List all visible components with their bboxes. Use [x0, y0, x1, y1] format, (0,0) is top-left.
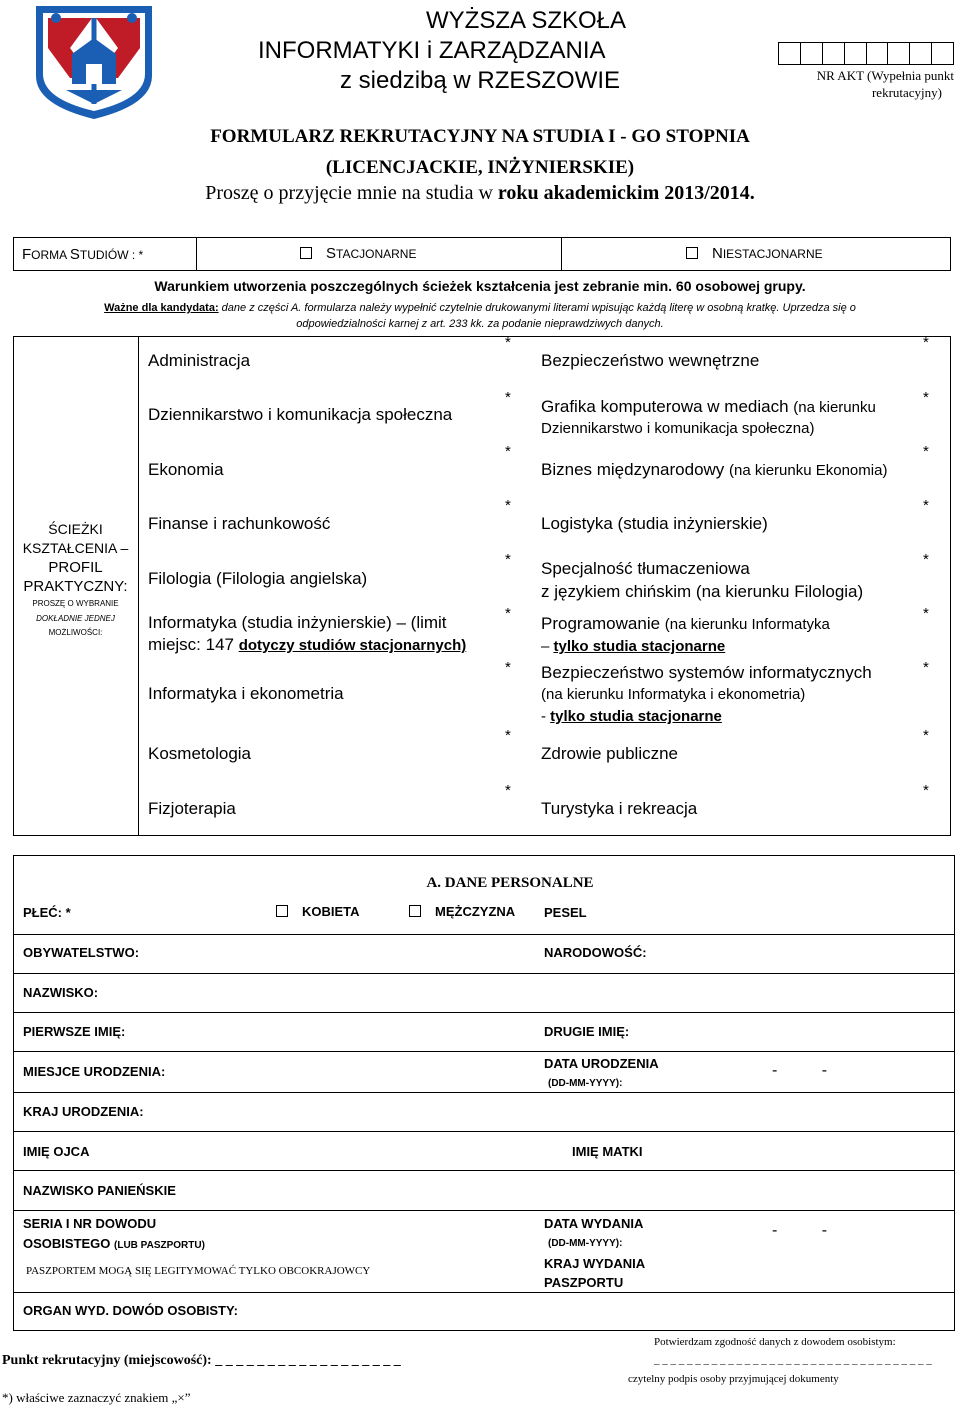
path-specjalnosc[interactable]: Specjalność tłumaczeniowa z językiem chińskim (na kierunku Filologia)	[541, 559, 864, 601]
imie-matki-label: IMIĘ MATKI	[572, 1144, 643, 1159]
potwierdzam-label: Potwierdzam zgodność danych z dowodem osobistym:	[654, 1336, 896, 1348]
star-kosmetologia: *	[505, 727, 511, 744]
school-name	[258, 6, 626, 96]
path-dziennikarstwo[interactable]: Dziennikarstwo i komunikacja społeczna	[148, 405, 453, 424]
school-name-line1: WYŻSZA SZKOŁA	[426, 7, 627, 34]
mezczyzna-checkbox[interactable]	[409, 905, 421, 917]
star-ekonomia: *	[505, 443, 511, 460]
path-finanse[interactable]: Finanse i rachunkowość	[148, 514, 331, 533]
form-title: FORMULARZ REKRUTACYJNY NA STUDIA I - GO STOPNIA	[210, 126, 750, 147]
narodowosc-label: NARODOWOŚĆ:	[544, 945, 647, 960]
pierwsze-imie-label: PIERWSZE IMIĘ:	[23, 1024, 126, 1039]
mezczyzna-option[interactable]: MĘŻCZYZNA	[409, 904, 515, 919]
path-turystyka[interactable]: Turystyka i rekreacja	[541, 799, 698, 818]
star-biznes: *	[923, 443, 929, 460]
pesel-field[interactable]	[612, 896, 942, 928]
star-informatyka-ekonometria: *	[505, 659, 511, 676]
star-fizjoterapia: *	[505, 782, 511, 799]
form-subtitle: (LICENCJACKIE, INŻYNIERSKIE)	[325, 157, 635, 178]
path-zdrowie[interactable]: Zdrowie publiczne	[541, 744, 679, 763]
form-request: Proszę o przyjęcie mnie na studia w roku akademickim 2013/2014.	[205, 182, 755, 204]
pesel-label: PESEL	[544, 905, 587, 920]
path-informatyka-ekonometria[interactable]: Informatyka i ekonometria	[148, 684, 344, 703]
organ-label: ORGAN WYD. DOWÓD OSOBISTY:	[23, 1303, 238, 1318]
wazne-notice: Ważne dla kandydata: dane z części A. formularza należy wypełnić czytelnie drukowanymi literami wpisując każdą literę w osobną kratkę. Uprzedza się o odpowiedzialności karnej z art. 233 kk. za podanie nieprawdziwych danych.	[104, 302, 856, 330]
star-turystyka: *	[923, 782, 929, 799]
star-informatyka: *	[505, 605, 511, 622]
personal-section-title: A. DANE PERSONALNE	[426, 875, 594, 891]
warunek-notice: Warunkiem utworzenia poszczególnych ścieżek kształcenia jest zebranie min. 60 osobowej grupy.	[154, 278, 806, 294]
seria-dowodu-label: SERIA I NR DOWODU OSOBISTEGO (LUB PASZPORTU)	[23, 1216, 205, 1251]
path-fizjoterapia[interactable]: Fizjoterapia	[148, 799, 236, 818]
star-zdrowie: *	[923, 727, 929, 744]
school-logo-icon	[34, 4, 154, 120]
sciezki-label: ŚCIEŻKI KSZTAŁCENIA – PROFIL PRAKTYCZNY: PROSZĘ O WYBRANIE DOKŁADNIE JEDNEJ MOŻLIWOŚCI:	[22, 521, 129, 637]
nr-akt-label: NR AKT (Wypełnia punkt rekrutacyjny)	[816, 68, 954, 100]
forma-studiow-label: FORMA STUDIÓW : *	[22, 246, 144, 263]
kobieta-option[interactable]: KOBIETA	[276, 904, 360, 919]
path-filologia[interactable]: Filologia (Filologia angielska)	[148, 569, 368, 588]
path-ekonomia[interactable]: Ekonomia	[148, 460, 224, 479]
star-specjalnosc: *	[923, 551, 929, 568]
data-urodzenia-dashes: - -	[772, 1062, 828, 1079]
stacjonarne-checkbox[interactable]	[300, 247, 312, 259]
paszport-note: PASZPORTEM MOGĄ SIĘ LEGITYMOWAĆ TYLKO OBCOKRAJOWCY	[26, 1265, 371, 1277]
star-bezpieczenstwo: *	[923, 334, 929, 351]
star-logistyka: *	[923, 497, 929, 514]
podpis-label: czytelny podpis osoby przyjmującej dokumenty	[628, 1373, 839, 1385]
star-dziennikarstwo: *	[505, 389, 511, 406]
plec-label: PŁEĆ: *	[23, 905, 71, 920]
zaznaczyc-note: *) właściwe zaznaczyć znakiem „×”	[2, 1390, 191, 1405]
path-bezpieczenstwo-systemow[interactable]: Bezpieczeństwo systemów informatycznych (na kierunku Informatyka i ekonometria) - tylko studia stacjonarne	[541, 663, 872, 725]
path-grafika[interactable]: Grafika komputerowa w mediach (na kierunku Dziennikarstwo i komunikacja społeczna)	[541, 397, 876, 437]
data-urodzenia-label: DATA URODZENIA (DD-MM-YYYY):	[544, 1056, 659, 1089]
kraj-wydania-label: KRAJ WYDANIA PASZPORTU	[544, 1256, 646, 1290]
nazwisko-label: NAZWISKO:	[23, 985, 99, 1000]
stacjonarne-option[interactable]: STACJONARNE	[300, 245, 416, 262]
star-programowanie: *	[923, 605, 929, 622]
miejsce-urodzenia-label: MIESJCE URODZENIA:	[23, 1064, 166, 1079]
school-name-line3: z siedzibą w RZESZOWIE	[340, 67, 621, 94]
path-administracja[interactable]: Administracja	[148, 351, 251, 370]
star-filologia: *	[505, 551, 511, 568]
imie-ojca-label: IMIĘ OJCA	[23, 1144, 90, 1159]
path-kosmetologia[interactable]: Kosmetologia	[148, 744, 252, 763]
data-wydania-label: DATA WYDANIA (DD-MM-YYYY):	[544, 1216, 644, 1249]
path-biznes[interactable]: Biznes międzynarodowy (na kierunku Ekonomia)	[541, 460, 888, 479]
nazwisko-panienskie-label: NAZWISKO PANIEŃSKIE	[23, 1183, 176, 1198]
nr-akt-boxes[interactable]	[778, 42, 954, 65]
path-bezpieczenstwo[interactable]: Bezpieczeństwo wewnętrzne	[541, 351, 760, 370]
star-bezpieczenstwo-systemow: *	[923, 659, 929, 676]
niestacjonarne-option[interactable]: NIESTACJONARNE	[686, 245, 823, 262]
obywatelstwo-label: OBYWATELSTWO:	[23, 945, 140, 960]
kraj-urodzenia-label: KRAJ URODZENIA:	[23, 1104, 144, 1119]
punkt-rekrutacyjny[interactable]: Punkt rekrutacyjny (miejscowość): _ _ _ _ _ _ _ _ _ _ _ _ _ _ _ _ _ _	[2, 1353, 401, 1368]
drugie-imie-label: DRUGIE IMIĘ:	[544, 1024, 630, 1039]
niestacjonarne-checkbox[interactable]	[686, 247, 698, 259]
path-informatyka[interactable]: Informatyka (studia inżynierskie) – (limit miejsc: 147 dotyczy studiów stacjonarnych)	[148, 613, 467, 655]
data-wydania-dashes: - -	[772, 1222, 828, 1239]
school-name-line2: INFORMATYKI i ZARZĄDZANIA	[258, 37, 606, 64]
star-finanse: *	[505, 497, 511, 514]
star-administracja: *	[505, 334, 511, 351]
star-grafika: *	[923, 389, 929, 406]
path-programowanie[interactable]: Programowanie (na kierunku Informatyka – tylko studia stacjonarne	[541, 614, 830, 655]
path-logistyka[interactable]: Logistyka (studia inżynierskie)	[541, 514, 768, 533]
kobieta-checkbox[interactable]	[276, 905, 288, 917]
signature-line[interactable]: _ _ _ _ _ _ _ _ _ _ _ _ _ _ _ _ _ _ _ _ _ _ _ _ _ _ _ _ _ _ _ _ _ _	[654, 1354, 932, 1366]
